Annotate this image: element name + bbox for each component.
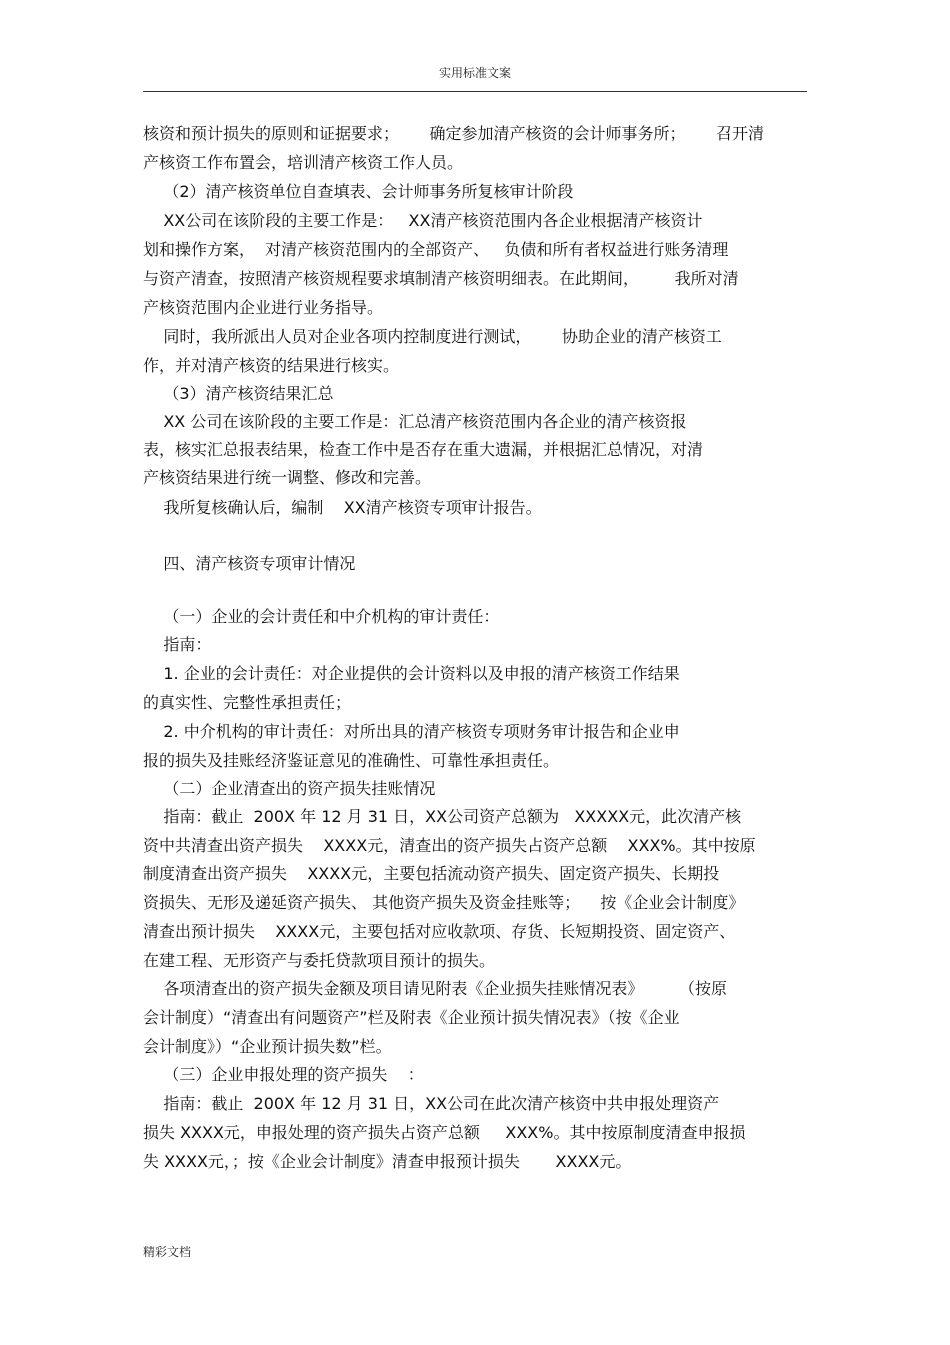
- page-footer: 精彩文档: [143, 1245, 192, 1259]
- guide-label: 指南：: [143, 635, 212, 654]
- body-line: 2. 中介机构的审计责任：对所出具的清产核资专项财务审计报告和企业申: [143, 722, 680, 741]
- body-line: 产核资范围内企业进行业务指导。: [143, 298, 384, 317]
- body-line: 各项清查出的资产损失金额及项目请见附表《企业损失挂账情况表》 （按原: [143, 979, 727, 998]
- subsection-heading: （二）企业清查出的资产损失挂账情况: [143, 779, 436, 798]
- body-line: 制度清查出资产损失 XXXX元，主要包括流动资产损失、固定资产损失、长期投: [143, 864, 720, 883]
- body-line: 损失 XXXX元，申报处理的资产损失占资产总额 XXX%。其中按原制度清查申报损: [143, 1123, 746, 1142]
- section-heading: （2）清产核资单位自查填表、会计师事务所复核审计阶段: [143, 182, 574, 201]
- subsection-heading: （三）企业申报处理的资产损失 ：: [143, 1065, 424, 1084]
- body-line: 会计制度）“清查出有问题资产”栏及附表《企业预计损失情况表》（按《企业: [143, 1008, 680, 1027]
- body-line: 失 XXXX元，；按《企业会计制度》清查申报预计损失 XXXX元。: [143, 1152, 632, 1171]
- body-line: 产核资工作布置会，培训清产核资工作人员。: [143, 153, 464, 172]
- body-line: 的真实性、完整性承担责任；: [143, 693, 352, 712]
- body-line: 会计制度》）“企业预计损失数”栏。: [143, 1037, 392, 1056]
- page-header: 实用标准文案: [438, 66, 511, 80]
- body-line: 在建工程、无形资产与委托贷款项目预计的损失。: [143, 951, 496, 970]
- body-line: 核资和预计损失的原则和证据要求； 确定参加清产核资的会计师事务所； 召开清: [143, 124, 765, 143]
- body-line: XX 公司在该阶段的主要工作是：汇总清产核资范围内各企业的清产核资报: [143, 412, 687, 431]
- body-line: 清查出预计损失 XXXX元，主要包括对应收款项、存货、长短期投资、固定资产、: [143, 922, 736, 941]
- body-line: 产核资结果进行统一调整、修改和完善。: [143, 468, 432, 487]
- section-heading: （3）清产核资结果汇总: [143, 384, 334, 403]
- body-line: 指南：截止 200X 年 12 月 31 日，XX公司在此次清产核资中共申报处理资产: [143, 1094, 720, 1113]
- section-heading: 四、清产核资专项审计情况: [143, 554, 356, 573]
- body-line: 划和操作方案， 对清产核资范围内的全部资产、 负债和所有者权益进行账务清理: [143, 240, 729, 259]
- body-line: 指南：截止 200X 年 12 月 31 日，XX公司资产总额为 XXXXX元，此次清产核: [143, 807, 742, 826]
- body-line: 与资产清查，按照清产核资规程要求填制清产核资明细表。在此期间， 我所对清: [143, 269, 739, 288]
- body-line: 同时，我所派出人员对企业各项内控制度进行测试， 协助企业的清产核资工: [143, 327, 722, 346]
- body-line: 作，并对清产核资的结果进行核实。: [143, 356, 400, 375]
- body-line: 表，核实汇总报表结果，检查工作中是否存在重大遗漏，并根据汇总情况，对清: [143, 440, 704, 459]
- body-line: 资损失、无形及递延资产损失、 其他资产损失及资金挂账等； 按《企业会计制度》: [143, 893, 745, 912]
- header-divider: [143, 91, 807, 92]
- body-line: 报的损失及挂账经济鉴证意见的准确性、可靠性承担责任。: [143, 751, 560, 770]
- body-line: 1. 企业的会计责任：对企业提供的会计资料以及申报的清产核资工作结果: [143, 664, 680, 683]
- body-line: XX公司在该阶段的主要工作是： XX清产核资范围内各企业根据清产核资计: [143, 211, 703, 230]
- body-line: 我所复核确认后，编制 XX清产核资专项审计报告。: [143, 498, 542, 517]
- subsection-heading: （一）企业的会计责任和中介机构的审计责任：: [143, 607, 500, 626]
- body-line: 资中共清查出资产损失 XXXX元，清查出的资产损失占资产总额 XXX%。其中按原: [143, 836, 756, 855]
